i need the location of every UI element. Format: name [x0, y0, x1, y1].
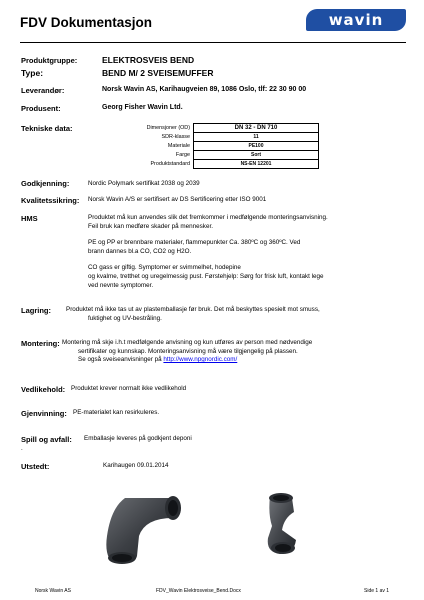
mounting-line: Montering må skje i.h.t medfølgende anvisning og kun utføres av person med nødvendige	[62, 339, 313, 346]
tech-key: Dimensjoner (OD)	[102, 124, 194, 133]
storage-label: Lagring:	[21, 306, 51, 315]
recycling-value: PE-materialet kan resirkuleres.	[73, 409, 160, 416]
tech-data-label: Tekniske data:	[21, 124, 73, 133]
footer-left: Norsk Wavin AS	[35, 588, 71, 594]
tech-value: 11	[194, 133, 319, 142]
hms-line: Produktet må kun anvendes slik det fremkommer i medfølgende monteringsanvisning.	[88, 214, 328, 221]
hms-line: brann dannes bl.a CO, CO2 og H2O.	[88, 247, 192, 255]
waste-value: Emballasje leveres på godkjent deponi	[84, 435, 192, 442]
page-title: FDV Dokumentasjon	[20, 15, 153, 30]
recycling-label: Gjenvinning:	[21, 409, 67, 418]
logo-text: wavin	[328, 11, 384, 29]
tech-row	[102, 124, 319, 133]
supplier-label: Leverandør:	[21, 86, 65, 95]
manufacturer-label: Produsent:	[21, 104, 61, 113]
quality-value: Norsk Wavin A/S er sertifisert av DS Sertificering etter ISO 9001	[88, 196, 267, 203]
product-group-label: Produktgruppe:	[21, 56, 78, 65]
tech-key: SDR-klasse	[102, 133, 194, 142]
hms-line: CO gass er giftig. Symptomer er svimmelhet, hodepine	[88, 264, 241, 272]
bend-45-image	[250, 490, 320, 560]
hms-line: PE og PP er brennbare materialer, flammepunkter Ca. 380ºC og 360ºC. Ved	[88, 239, 301, 247]
mounting-label: Montering:	[21, 339, 60, 348]
header-divider	[20, 42, 406, 43]
storage-line: fuktighet og UV-bestråling.	[88, 314, 162, 322]
hms-line: Feil bruk kan medføre skader på mennesker.	[88, 222, 213, 230]
footer-right: Side 1 av 1	[364, 588, 390, 594]
hms-text	[88, 214, 408, 290]
manufacturer-value: Georg Fisher Wavin Ltd.	[102, 104, 183, 111]
tech-value: Sort	[194, 151, 319, 160]
waste-label: Spill og avfall:	[21, 435, 72, 444]
mounting-text	[62, 339, 412, 365]
mounting-line-3	[62, 356, 412, 365]
wavin-logo	[306, 9, 406, 31]
npgnordic-link[interactable]: http://www.npgnordic.com/	[163, 356, 238, 364]
approval-label: Godkjenning:	[21, 179, 70, 188]
hms-line: ved nevnte symptomer.	[88, 281, 154, 289]
storage-text	[66, 306, 411, 323]
storage-line: Produktet må ikke tas ut av plastemballasje før bruk. Det må beskyttes spesielt mot smuss,	[66, 306, 320, 313]
mounting-line: sertifikater og kunnskap. Monteringsanvisning må være tilgjengelig på plassen.	[78, 347, 298, 355]
mounting-line: Se også sveiseanvisninger på	[78, 356, 162, 364]
tech-value: PE100	[194, 142, 319, 151]
product-group-value: ELEKTROSVEIS BEND	[102, 55, 195, 65]
tech-row	[102, 160, 319, 169]
tech-key: Farge	[102, 151, 194, 160]
tech-value: DN 32 - DN 710	[194, 124, 319, 133]
tech-value: NS-EN 12201	[194, 160, 319, 169]
tech-key: Materiale	[102, 142, 194, 151]
quality-label: Kvalitetssikring:	[21, 196, 80, 205]
bend-90-image	[95, 488, 195, 570]
maintenance-value: Produktet krever normalt ikke vedlikehold	[71, 385, 187, 392]
tech-key: Produktstandard	[102, 160, 194, 169]
issued-value: Karihaugen 09.01.2014	[103, 462, 169, 469]
tech-row	[102, 151, 319, 160]
approval-value: Nordic Polymark sertifikat 2038 og 2039	[88, 180, 200, 187]
footer-center: FDV_Wavin Elektrosveise_Bend.Docx	[156, 588, 241, 594]
waste-mark: .	[21, 445, 23, 452]
tech-row	[102, 142, 319, 151]
hms-label: HMS	[21, 214, 38, 223]
type-label: Type:	[21, 68, 44, 78]
tech-row	[102, 133, 319, 142]
supplier-value: Norsk Wavin AS, Karihaugveien 89, 1086 Oslo, tlf: 22 30 90 00	[102, 86, 307, 93]
hms-line: og kvalme, tretthet og uregelmessig pust. Førstehjelp: Sørg for frisk luft, kontakt lege	[88, 272, 324, 280]
issued-label: Utstedt:	[21, 462, 50, 471]
type-value: BEND M/ 2 SVEISEMUFFER	[102, 68, 214, 78]
maintenance-label: Vedlikehold:	[21, 385, 66, 394]
tech-data-table	[102, 123, 319, 169]
